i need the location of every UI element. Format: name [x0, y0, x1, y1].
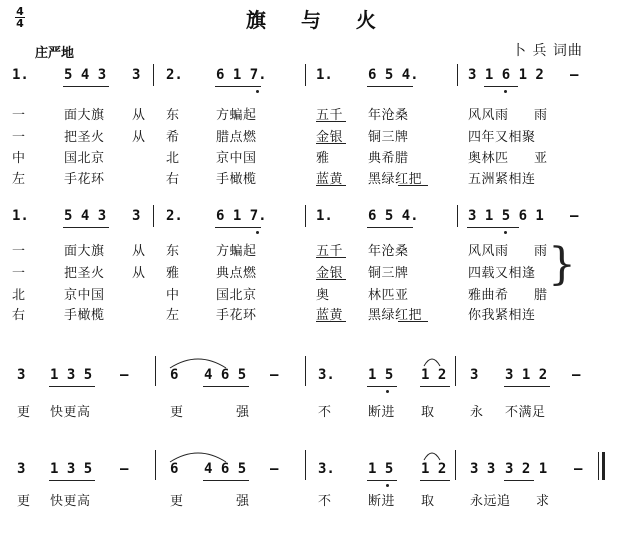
dash: – — [572, 367, 581, 383]
lyric: 典希腊 — [368, 151, 409, 166]
lyric: 手花环 — [216, 308, 257, 323]
underline-beam — [215, 227, 261, 228]
lyric: 年沧桑 — [368, 108, 409, 123]
low-octave-dot — [256, 231, 259, 234]
barline — [305, 205, 306, 227]
lyric: 不满足 — [505, 405, 546, 420]
note: 1. — [316, 67, 333, 83]
note-group: 4 6 5 — [204, 461, 247, 477]
lyric: 雨 — [534, 108, 548, 123]
lyric: 一 — [12, 130, 26, 145]
note: 3 — [470, 367, 479, 383]
note: 3 — [17, 461, 26, 477]
time-signature — [14, 6, 26, 29]
note-group: 6 1 7. — [216, 208, 267, 224]
lyric: 北 — [166, 151, 180, 166]
lyric: 一 — [12, 244, 26, 259]
lyric: 五千 — [316, 108, 344, 123]
lyric: 蓝黄 — [316, 172, 344, 187]
low-octave-dot — [386, 484, 389, 487]
dash: – — [570, 208, 579, 224]
lyric: 中 — [12, 151, 26, 166]
barline — [153, 205, 154, 227]
low-octave-dot — [256, 90, 259, 93]
lyric: 奥林匹 — [468, 151, 509, 166]
low-octave-dot — [504, 231, 507, 234]
lyric: 黑绿红把 — [368, 172, 423, 187]
lyric: 铜三牌 — [368, 266, 409, 281]
underline-beam — [420, 480, 450, 481]
lyric: 从 — [132, 108, 146, 123]
lyric: 国北京 — [216, 288, 257, 303]
time-signature-bottom: 4 — [16, 17, 24, 30]
lyric: 亚 — [534, 151, 548, 166]
note: 3. — [318, 367, 335, 383]
note: 6 — [170, 367, 179, 383]
lyric: 林匹亚 — [368, 288, 409, 303]
lyric: 一 — [12, 266, 26, 281]
note: 2. — [166, 208, 183, 224]
lyric: 一 — [12, 108, 26, 123]
lyric: 左 — [12, 172, 26, 187]
lyric-underline — [316, 121, 346, 122]
underline-beam — [203, 386, 249, 387]
underline-beam — [504, 386, 550, 387]
note-group: 3 1 2 — [505, 367, 548, 383]
lyric: 黑绿红把 — [368, 308, 423, 323]
lyric: 取 — [421, 494, 435, 509]
barline — [305, 450, 306, 480]
lyric: 雅 — [316, 151, 330, 166]
dash: – — [120, 367, 129, 383]
barline — [455, 450, 456, 480]
lyric-underline — [316, 143, 346, 144]
note: 3 — [17, 367, 26, 383]
lyric: 面大旗 — [64, 108, 105, 123]
underline-beam — [63, 86, 109, 87]
note: 1. — [316, 208, 333, 224]
barline — [457, 64, 458, 86]
lyric: 从 — [132, 244, 146, 259]
underline-beam — [63, 227, 109, 228]
note-group: 1 2 — [421, 461, 447, 477]
lyric: 把圣火 — [64, 266, 105, 281]
lyric: 永 — [470, 405, 484, 420]
lyric: 快更高 — [50, 405, 91, 420]
note: 6 — [170, 461, 179, 477]
lyric: 不 — [318, 494, 332, 509]
lyric: 把圣火 — [64, 130, 105, 145]
lyric: 雨 — [534, 244, 548, 259]
lyric: 从 — [132, 130, 146, 145]
barline — [155, 356, 156, 386]
lyric: 京中国 — [64, 288, 105, 303]
lyric: 奥 — [316, 288, 330, 303]
lyric: 强 — [236, 494, 250, 509]
lyric: 断进 — [368, 494, 396, 509]
barline — [305, 64, 306, 86]
note-group: 3 1 6 1 2 — [468, 67, 544, 83]
dash: – — [570, 67, 579, 83]
final-barline-thick — [602, 452, 605, 480]
lyric: 典点燃 — [216, 266, 257, 281]
barline — [305, 356, 306, 386]
note: 1. — [12, 67, 29, 83]
note-group: 5 4 3 — [64, 208, 107, 224]
lyric-underline — [398, 185, 428, 186]
tie-arc — [422, 354, 442, 368]
underline-beam — [467, 227, 519, 228]
lyric: 强 — [236, 405, 250, 420]
author-credit: 卜 兵 词曲 — [512, 43, 583, 59]
lyric: 金银 — [316, 266, 344, 281]
underline-beam — [367, 86, 413, 87]
lyric: 手橄榄 — [216, 172, 257, 187]
lyric: 蓝黄 — [316, 308, 344, 323]
lyric: 更 — [170, 494, 184, 509]
lyric: 更 — [17, 494, 31, 509]
brace-symbol: } — [548, 239, 576, 290]
note-group: 1 2 — [421, 367, 447, 383]
lyric: 四载又相逢 — [468, 266, 536, 281]
note-group: 1 5 — [368, 461, 394, 477]
lyric-underline — [316, 257, 346, 258]
lyric: 中 — [166, 288, 180, 303]
lyric: 求 — [536, 494, 550, 509]
dash: – — [120, 461, 129, 477]
lyric: 腊 — [534, 288, 548, 303]
lyric: 雅 — [166, 266, 180, 281]
lyric-underline — [316, 321, 346, 322]
lyric: 五千 — [316, 244, 344, 259]
lyric: 左 — [166, 308, 180, 323]
barline — [457, 205, 458, 227]
lyric: 永远追 — [470, 494, 511, 509]
note-group: 6 5 4. — [368, 208, 419, 224]
barline — [455, 356, 456, 386]
note: 3 — [132, 208, 141, 224]
lyric: 东 — [166, 244, 180, 259]
underline-beam — [49, 386, 95, 387]
note: 3 — [132, 67, 141, 83]
lyric-underline — [316, 185, 346, 186]
note-group: 4 6 5 — [204, 367, 247, 383]
lyric: 五洲紧相连 — [468, 172, 536, 187]
tempo-marking: 庄严地 — [35, 46, 75, 61]
note-group: 1 5 — [368, 367, 394, 383]
lyric: 不 — [318, 405, 332, 420]
underline-beam — [203, 480, 249, 481]
lyric: 东 — [166, 108, 180, 123]
low-octave-dot — [386, 390, 389, 393]
underline-beam — [367, 227, 413, 228]
lyric: 腊点燃 — [216, 130, 257, 145]
lyric: 手橄榄 — [64, 308, 105, 323]
lyric: 手花环 — [64, 172, 105, 187]
lyric: 国北京 — [64, 151, 105, 166]
underline-beam — [484, 86, 518, 87]
underline-beam — [367, 386, 397, 387]
lyric: 希 — [166, 130, 180, 145]
lyric: 从 — [132, 266, 146, 281]
lyric: 雅曲希 — [468, 288, 509, 303]
lyric: 更 — [17, 405, 31, 420]
underline-beam — [504, 480, 534, 481]
note-group: 3 2 1 — [505, 461, 548, 477]
note-group: 6 5 4. — [368, 67, 419, 83]
lyric: 年沧桑 — [368, 244, 409, 259]
dash: – — [270, 367, 279, 383]
lyric-underline — [316, 279, 346, 280]
note-group: 6 1 7. — [216, 67, 267, 83]
underline-beam — [49, 480, 95, 481]
underline-beam — [367, 480, 397, 481]
lyric: 断进 — [368, 405, 396, 420]
lyric: 更 — [170, 405, 184, 420]
underline-beam — [215, 86, 261, 87]
lyric: 风风雨 — [468, 108, 509, 123]
note: 2. — [166, 67, 183, 83]
barline — [153, 64, 154, 86]
final-barline-thin — [598, 452, 599, 480]
note-group: 1 3 5 — [50, 367, 93, 383]
lyric: 铜三牌 — [368, 130, 409, 145]
lyric: 京中国 — [216, 151, 257, 166]
note-group: 5 4 3 — [64, 67, 107, 83]
tie-arc — [422, 448, 442, 462]
low-octave-dot — [504, 90, 507, 93]
lyric: 取 — [421, 405, 435, 420]
time-signature-top: 4 — [16, 5, 24, 18]
lyric: 快更高 — [50, 494, 91, 509]
lyric: 北 — [12, 288, 26, 303]
dash: – — [270, 461, 279, 477]
lyric: 方蝙起 — [216, 108, 257, 123]
note: 1. — [12, 208, 29, 224]
note-group: 1 3 5 — [50, 461, 93, 477]
lyric-underline — [398, 321, 428, 322]
lyric: 右 — [166, 172, 180, 187]
lyric: 方蝙起 — [216, 244, 257, 259]
dash: – — [574, 461, 583, 477]
underline-beam — [420, 386, 450, 387]
note-group: 3 3 — [470, 461, 496, 477]
note: 3. — [318, 461, 335, 477]
note-group: 3 1 5 6 1 — [468, 208, 544, 224]
lyric: 右 — [12, 308, 26, 323]
barline — [155, 450, 156, 480]
lyric: 你我紧相连 — [468, 308, 536, 323]
lyric: 金银 — [316, 130, 344, 145]
lyric: 风风雨 — [468, 244, 509, 259]
song-title: 旗 与 火 — [246, 8, 390, 32]
lyric: 四年又相聚 — [468, 130, 536, 145]
lyric: 面大旗 — [64, 244, 105, 259]
